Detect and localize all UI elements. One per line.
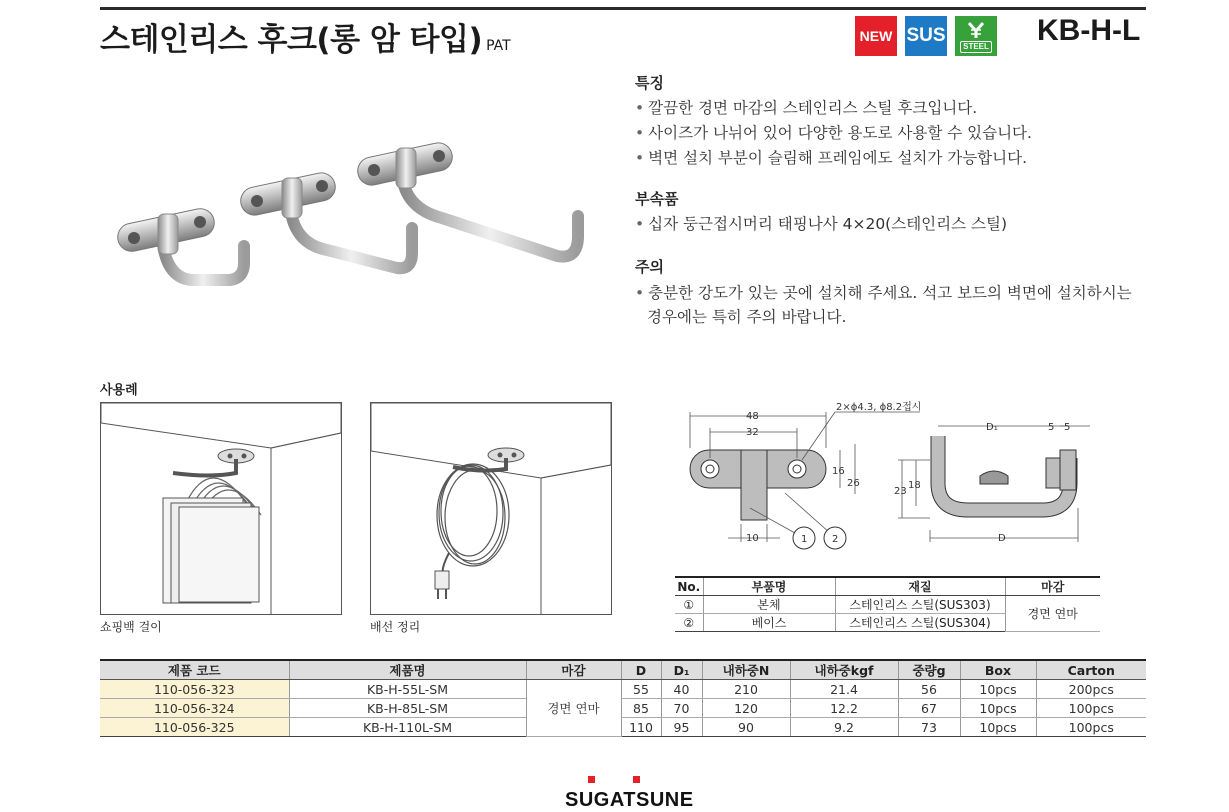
- technical-drawing: [680, 398, 1100, 553]
- product-weight-cell: 67: [898, 699, 960, 718]
- product-photo-hooks: [112, 138, 602, 298]
- hook-medium: [238, 170, 412, 268]
- hole-note: 2×ϕ4.3, ϕ8.2접시: [836, 402, 922, 413]
- product-load-n-cell: 210: [702, 680, 790, 699]
- patent-mark: PAT: [486, 38, 511, 54]
- header-d: D: [621, 660, 661, 680]
- parts-header-finish: 마감: [1005, 577, 1100, 596]
- product-load-kgf-cell: 9.2: [790, 718, 898, 737]
- parts-row: [675, 596, 1100, 614]
- caution-line-2: 경우에는 특히 주의 바랍니다.: [647, 308, 847, 326]
- product-d-cell: 55: [621, 680, 661, 699]
- accessories-heading: 부속품: [635, 190, 679, 208]
- usage-heading: 사용례: [100, 383, 138, 398]
- dim-D1: D₁: [986, 422, 998, 433]
- dim-D: D: [998, 533, 1006, 544]
- usage-example-cable: [370, 402, 612, 615]
- dim-10: 10: [746, 533, 759, 544]
- product-weight-cell: 73: [898, 718, 960, 737]
- hook-large: [355, 140, 578, 256]
- product-code-cell: 110-056-324: [100, 699, 289, 718]
- product-code-cell: 110-056-323: [100, 680, 289, 699]
- header-name: 제품명: [289, 660, 526, 680]
- usage-caption-2: 배선 정리: [370, 620, 421, 634]
- parts-finish: 경면 연마: [1005, 596, 1100, 632]
- product-row: [100, 718, 1146, 737]
- accessory-item-1: • 십자 둥근접시머리 태핑나사 4×20(스테인리스 스틸): [635, 215, 1008, 233]
- dim-5b: 5: [1064, 422, 1071, 433]
- cable-illustration: [371, 403, 611, 614]
- callout-1: 1: [801, 534, 808, 545]
- feature-item-3: • 벽면 설치 부분이 슬림해 프레임에도 설치가 가능합니다.: [635, 149, 1028, 167]
- features-heading: 특징: [635, 74, 664, 92]
- callout-2: 2: [832, 534, 839, 545]
- parts-name: 베이스: [703, 614, 835, 632]
- product-carton-cell: 100pcs: [1036, 699, 1146, 718]
- parts-table: [675, 576, 1100, 632]
- product-row: [100, 699, 1146, 718]
- header-load-kgf: 내하중kgf: [790, 660, 898, 680]
- sus-badge: SUS: [905, 16, 947, 56]
- steel-y-icon: [965, 20, 987, 40]
- product-box-cell: 10pcs: [960, 699, 1036, 718]
- parts-header-no: No.: [675, 577, 703, 596]
- product-d-cell: 85: [621, 699, 661, 718]
- dim-48: 48: [746, 411, 759, 422]
- header-weight: 중량g: [898, 660, 960, 680]
- product-finish-cell: 경면 연마: [526, 680, 621, 737]
- new-badge: NEW: [855, 16, 897, 56]
- hook-small: [115, 206, 244, 280]
- dim-18: 18: [908, 480, 921, 491]
- product-name-cell: KB-H-55L-SM: [289, 680, 526, 699]
- parts-header-row: [675, 577, 1100, 596]
- caution-line-1: • 충분한 강도가 있는 곳에 설치해 주세요. 석고 보드의 벽면에 설치하시는: [635, 284, 1132, 302]
- dim-5a: 5: [1048, 422, 1055, 433]
- dim-32: 32: [746, 427, 759, 438]
- usage-caption-1: 쇼핑백 걸이: [100, 620, 162, 634]
- steel-badge: [955, 16, 997, 56]
- shopping-bag-illustration: [101, 403, 341, 614]
- steel-label: STEEL: [960, 41, 992, 53]
- product-d1-cell: 95: [661, 718, 702, 737]
- product-code-cell: 110-056-325: [100, 718, 289, 737]
- product-name-cell: KB-H-110L-SM: [289, 718, 526, 737]
- top-rule: [100, 7, 1146, 10]
- parts-header-material: 재질: [835, 577, 1005, 596]
- parts-material: 스테인리스 스틸(SUS303): [835, 596, 1005, 614]
- parts-header-name: 부품명: [703, 577, 835, 596]
- product-header-row: [100, 660, 1146, 680]
- product-box-cell: 10pcs: [960, 718, 1036, 737]
- product-d1-cell: 70: [661, 699, 702, 718]
- product-d1-cell: 40: [661, 680, 702, 699]
- header-d1: D₁: [661, 660, 702, 680]
- brand-logo-text: SUGATSUNE: [565, 789, 694, 811]
- feature-item-1: • 깔끔한 경면 마감의 스테인리스 스틸 후크입니다.: [635, 99, 978, 117]
- product-code: KB-H-L: [1037, 14, 1141, 47]
- front-view: [690, 412, 920, 549]
- parts-no: ①: [675, 596, 703, 614]
- usage-example-shopping-bag: [100, 402, 342, 615]
- product-load-n-cell: 90: [702, 718, 790, 737]
- caution-heading: 주의: [635, 258, 664, 276]
- header-carton: Carton: [1036, 660, 1146, 680]
- product-load-n-cell: 120: [702, 699, 790, 718]
- product-box-cell: 10pcs: [960, 680, 1036, 699]
- product-row: [100, 680, 1146, 699]
- product-carton-cell: 100pcs: [1036, 718, 1146, 737]
- parts-name: 본체: [703, 596, 835, 614]
- parts-material: 스테인리스 스틸(SUS304): [835, 614, 1005, 632]
- dim-26: 26: [847, 478, 860, 489]
- side-view: [898, 426, 1090, 542]
- product-weight-cell: 56: [898, 680, 960, 699]
- product-load-kgf-cell: 12.2: [790, 699, 898, 718]
- product-carton-cell: 200pcs: [1036, 680, 1146, 699]
- header-code: 제품 코드: [100, 660, 289, 680]
- product-d-cell: 110: [621, 718, 661, 737]
- product-load-kgf-cell: 21.4: [790, 680, 898, 699]
- product-table: [100, 659, 1146, 737]
- parts-no: ②: [675, 614, 703, 632]
- header-box: Box: [960, 660, 1036, 680]
- title-text: 스테인리스 후크(롱 암 타입): [100, 22, 483, 58]
- dim-16: 16: [832, 466, 845, 477]
- dim-23: 23: [894, 486, 907, 497]
- page-title: [100, 14, 511, 59]
- header-load-n: 내하중N: [702, 660, 790, 680]
- feature-item-2: • 사이즈가 나뉘어 있어 다양한 용도로 사용할 수 있습니다.: [635, 124, 1032, 142]
- header-finish: 마감: [526, 660, 621, 680]
- product-name-cell: KB-H-85L-SM: [289, 699, 526, 718]
